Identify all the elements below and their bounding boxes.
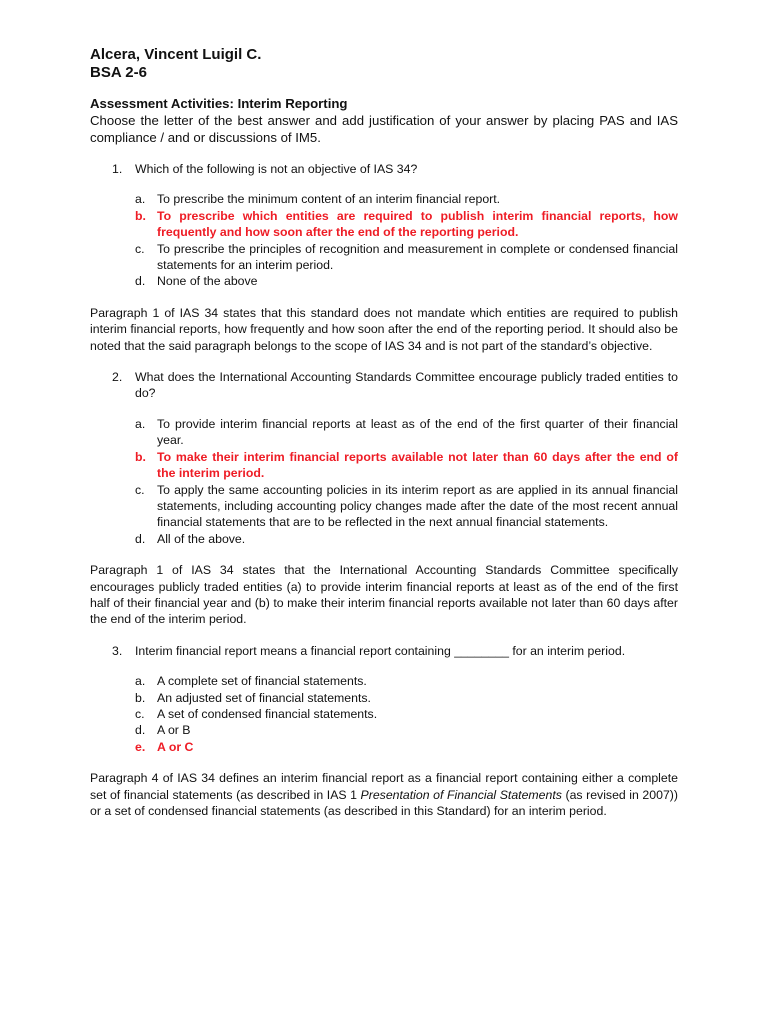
question-text: What does the International Accounting Standards Committee encourage publicly traded entities to do? — [135, 370, 678, 401]
justification-2: Paragraph 1 of IAS 34 states that the International Accounting Standards Committee specifically encourages publicly traded entities (a) to provide interim financial reports at least as of the end of the first half of their financial year and (b) to make their interim financial reports available not later than 60 days after the end of the interim period. — [90, 563, 678, 627]
option-letter: c. — [135, 482, 145, 497]
option-letter: d. — [135, 531, 146, 546]
option-text: A or C — [157, 739, 194, 754]
student-section: BSA 2-6 — [90, 64, 147, 81]
question-text: Interim financial report means a financial report containing ________ for an interim period. — [135, 643, 626, 658]
question-1-options — [90, 191, 678, 289]
option-b-correct — [135, 449, 678, 482]
justification-text: Paragraph 4 of IAS 34 defines an interim financial report as a financial report containing either a complete set of financial statements (as described in IAS 1 — [90, 771, 678, 802]
option-text: A or B — [157, 723, 191, 738]
option-letter: a. — [135, 416, 146, 431]
option-d — [135, 273, 678, 289]
option-c — [135, 706, 678, 722]
option-letter: e. — [135, 739, 146, 754]
option-letter: c. — [135, 241, 145, 256]
question-3-options — [90, 673, 678, 755]
option-text: To make their interim financial reports available not later than 60 days after the end of the interim period. — [157, 449, 678, 481]
instructions: Choose the letter of the best answer and add justification of your answer by placing PAS and IAS compliance / and or discussions of IM5. — [90, 113, 678, 145]
assessment-title: Assessment Activities: Interim Reporting — [90, 96, 348, 111]
option-text: To prescribe which entities are required to publish interim financial reports, how frequently and how soon after the end of the reporting period. — [157, 208, 678, 240]
question-2-options — [90, 416, 678, 547]
student-info — [90, 46, 678, 82]
option-text: To prescribe the minimum content of an interim financial report. — [157, 192, 501, 207]
option-c — [135, 241, 678, 274]
question-2 — [90, 369, 678, 402]
question-number: 1. — [112, 162, 123, 176]
option-letter: d. — [135, 274, 146, 289]
option-letter: d. — [135, 723, 146, 738]
document-page — [90, 46, 678, 819]
standard-title: Presentation of Financial Statements — [360, 787, 562, 802]
justification-1: Paragraph 1 of IAS 34 states that this standard does not mandate which entities are required to publish interim financial reports, how frequently and how soon after the end of the reporting period. It should also be noted that the said paragraph belongs to the scope of IAS 34 and is not part of the standard’s objective. — [90, 305, 678, 353]
justification-3 — [90, 770, 678, 819]
option-text: A set of condensed financial statements. — [157, 706, 378, 721]
option-a — [135, 673, 678, 689]
option-text: None of the above — [157, 274, 258, 289]
option-a — [135, 416, 678, 449]
option-d — [135, 722, 678, 738]
option-letter: c. — [135, 706, 145, 721]
student-name: Alcera, Vincent Luigil C. — [90, 46, 262, 63]
option-letter: b. — [135, 690, 146, 705]
option-letter: a. — [135, 192, 146, 207]
question-3 — [90, 643, 678, 659]
option-letter: b. — [135, 208, 146, 223]
option-e-correct — [135, 739, 678, 755]
option-text: To provide interim financial reports at least as of the end of the first quarter of their financial year. — [157, 416, 678, 448]
option-text: All of the above. — [157, 531, 246, 546]
question-text: Which of the following is not an objective of IAS 34? — [135, 162, 418, 176]
option-text: To apply the same accounting policies in its interim report as are applied in its annual financial statements, including accounting policy changes made after the date of the most recent annual financial statements that are to be reflected in the next annual financial statements. — [157, 482, 678, 530]
option-c — [135, 482, 678, 531]
justification-text: (as revised in 2007)) or a set of condensed financial statements (as described in this Standard) for an interim period. — [90, 787, 678, 818]
option-d — [135, 531, 678, 547]
question-number: 2. — [112, 370, 123, 385]
option-letter: b. — [135, 449, 146, 464]
question-number: 3. — [112, 643, 123, 658]
option-b-correct — [135, 208, 678, 241]
option-letter: a. — [135, 674, 146, 689]
option-b — [135, 690, 678, 706]
option-text: To prescribe the principles of recognition and measurement in complete or condensed financial statements for an interim period. — [157, 241, 678, 273]
option-a — [135, 191, 678, 207]
option-text: An adjusted set of financial statements. — [157, 690, 371, 705]
question-1 — [90, 161, 678, 177]
option-text: A complete set of financial statements. — [157, 674, 367, 689]
